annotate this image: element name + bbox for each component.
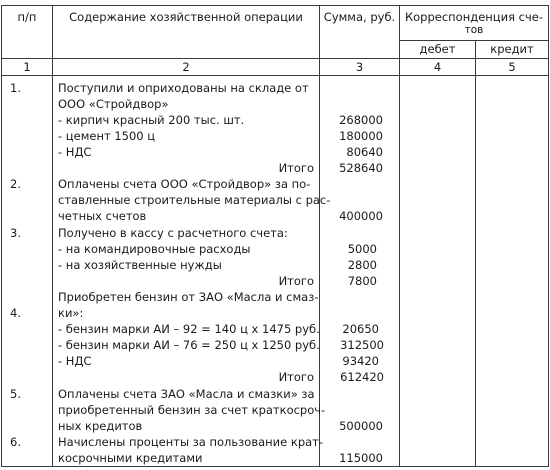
index-2: 2 xyxy=(182,60,190,74)
operation-text: Получено в кассу с расчетного счета: xyxy=(58,226,288,240)
operations-ledger-table xyxy=(1,0,549,470)
sum-column-divider xyxy=(319,5,320,467)
table-bottom-border xyxy=(1,466,549,467)
total-label: Итого xyxy=(278,161,314,175)
amount-value: 312500 xyxy=(340,338,384,352)
header-content: Содержание хозяйственной операции xyxy=(69,10,303,24)
total-value: 612420 xyxy=(340,370,384,384)
operation-text: ных кредитов xyxy=(58,419,143,433)
table-left-border xyxy=(1,5,2,467)
header-correspondence-cont: тов xyxy=(464,24,484,36)
index-1: 1 xyxy=(23,60,31,74)
debit-column-divider xyxy=(399,5,400,467)
operation-text: ООО «Стройдвор» xyxy=(58,97,169,111)
operation-text: - НДС xyxy=(58,145,92,159)
total-label: Итого xyxy=(278,370,314,384)
operation-text: - на хозяйственные нужды xyxy=(58,258,222,272)
row-number: 5. xyxy=(10,387,21,401)
operation-text: - цемент 1500 ц xyxy=(58,129,156,143)
operation-text: - НДС xyxy=(58,354,92,368)
content-column-divider xyxy=(52,5,53,467)
header-bottom-border xyxy=(1,58,549,59)
header-credit: кредит xyxy=(490,42,534,56)
credit-column-divider xyxy=(475,40,476,467)
operation-text: Приобретен бензин от ЗАО «Масла и смаз- xyxy=(58,290,319,304)
amount-value: 115000 xyxy=(339,451,383,465)
amount-value: 400000 xyxy=(339,209,383,223)
row-number: 3. xyxy=(10,226,21,240)
row-number: 4. xyxy=(10,306,21,320)
header-num: п/п xyxy=(17,10,37,24)
amount-value: 20650 xyxy=(342,322,379,336)
operation-text: приобретенный бензин за счет краткосроч- xyxy=(58,403,326,417)
table-top-border xyxy=(1,5,549,6)
operation-text: Начислены проценты за пользование крат- xyxy=(58,435,324,449)
amount-value: 268000 xyxy=(339,113,383,127)
operation-text: - на командировочные расходы xyxy=(58,242,251,256)
table-right-border xyxy=(548,5,549,467)
amount-value: 80640 xyxy=(346,145,383,159)
header-debit: дебет xyxy=(419,42,456,56)
operation-text: - бензин марки АИ – 76 = 250 ц х 1250 руб. xyxy=(58,338,320,352)
operation-text: Оплачены счета ЗАО «Масла и смазки» за xyxy=(58,387,315,401)
amount-value: 93420 xyxy=(342,354,379,368)
operation-text: ки»: xyxy=(58,306,84,320)
operation-text: косрочными кредитами xyxy=(58,451,203,465)
total-value: 528640 xyxy=(339,161,383,175)
corr-header-divider xyxy=(399,40,549,41)
index-3: 3 xyxy=(355,60,364,74)
amount-value: 5000 xyxy=(347,242,377,256)
row-number: 6. xyxy=(10,435,21,449)
amount-value: 2800 xyxy=(347,258,377,272)
total-label: Итого xyxy=(278,274,314,288)
operation-text: Поступили и оприходованы на складе от xyxy=(58,81,309,95)
index-4: 4 xyxy=(433,60,442,74)
operation-text: четных счетов xyxy=(58,209,147,223)
amount-value: 500000 xyxy=(339,419,383,433)
row-number: 2. xyxy=(10,177,21,191)
operation-text: - кирпич красный 200 тыс. шт. xyxy=(58,113,245,127)
header-sum: Сумма, руб. xyxy=(323,10,396,24)
operation-text: - бензин марки АИ – 92 = 140 ц х 1475 руб. xyxy=(58,322,320,336)
index-5: 5 xyxy=(508,60,516,74)
operation-text: ставленные строительные материалы с рас- xyxy=(58,193,331,207)
amount-value: 180000 xyxy=(339,129,383,143)
operation-text: Оплачены счета ООО «Стройдвор» за по- xyxy=(58,177,311,191)
header-correspondence: Корреспонденция сче- xyxy=(404,10,544,24)
index-row-border xyxy=(1,75,549,76)
total-value: 7800 xyxy=(347,274,377,288)
row-number: 1. xyxy=(10,81,21,95)
